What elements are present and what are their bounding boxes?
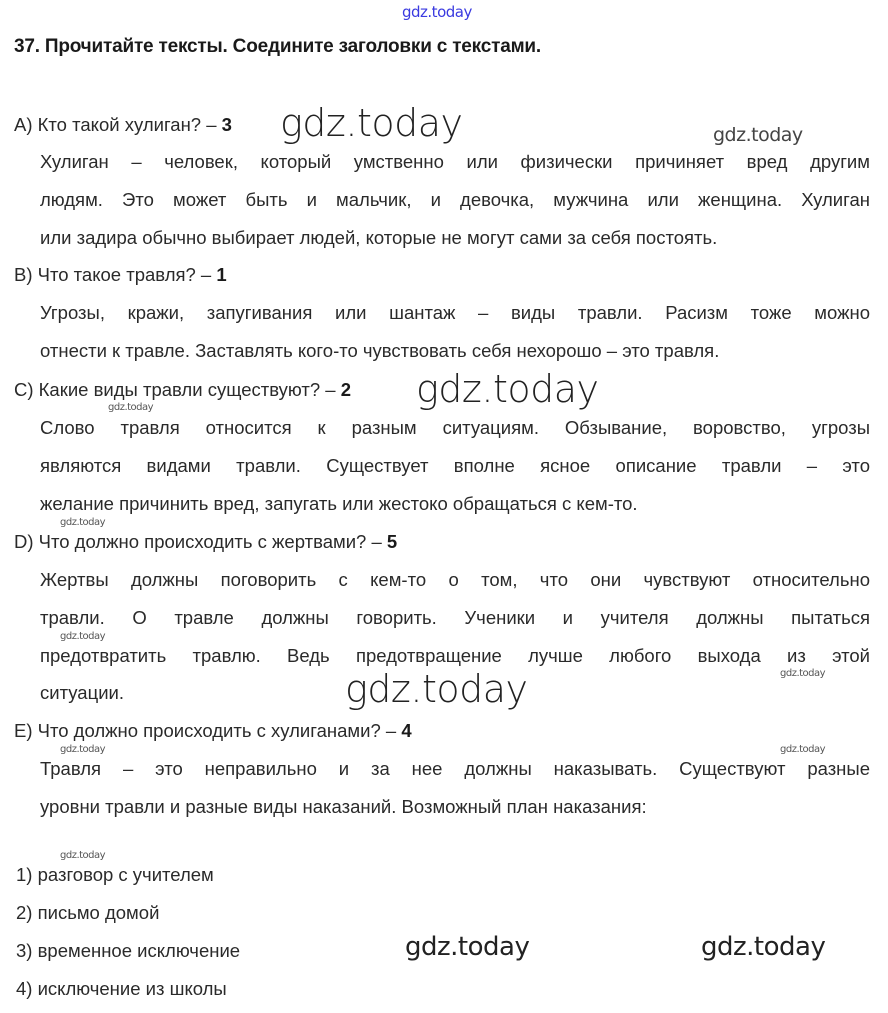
plan-item: 3) временное исключение <box>16 940 241 961</box>
text-line: уровни травли и разные виды наказаний. Возможный план наказания: <box>40 796 647 817</box>
watermark: gdz.today <box>780 668 826 679</box>
text-line: отнести к травле. Заставлять кого-то чувствовать себя нехорошо – это травля. <box>40 340 720 361</box>
watermark: gdz.today <box>416 367 599 411</box>
answer: 1 <box>216 264 227 285</box>
text-line: ситуации. <box>40 682 124 703</box>
watermark: gdz.today <box>780 744 826 755</box>
watermark: gdz.today <box>402 3 472 21</box>
question-a <box>14 113 232 137</box>
plan-item: 1) разговор с учителем <box>16 864 214 885</box>
watermark: gdz.today <box>108 402 154 413</box>
answer: 3 <box>221 114 232 135</box>
text-line: травли. О травле должны говорить. Ученики и учителя должны пытаться <box>40 607 870 628</box>
question-text: E) Что должно происходить с хулиганами? – <box>14 720 402 741</box>
answer: 5 <box>386 531 398 552</box>
answer: 2 <box>340 379 351 400</box>
text-line: Слово травля относится к разным ситуациям. Обзывание, воровство, угрозы <box>40 417 870 438</box>
plan-item: 2) письмо домой <box>16 902 160 923</box>
question-text: D) Что должно происходить с жертвами? – <box>14 531 387 552</box>
question-text: B) Что такое травля? – <box>14 264 217 285</box>
question-b <box>14 263 227 287</box>
watermark: gdz.today <box>280 101 463 145</box>
watermark: gdz.today <box>60 850 106 861</box>
answer: 4 <box>401 720 412 741</box>
page-title: 37. Прочитайте тексты. Соедините заголовки с текстами. <box>14 36 541 57</box>
text-line: или задира обычно выбирает людей, которые не могут сами за себя постоять. <box>40 227 718 248</box>
question-e <box>14 719 412 743</box>
text-line: предотвратить травлю. Ведь предотвращение лучше любого выхода из этой <box>40 645 870 666</box>
question-d <box>14 530 397 554</box>
text-line: Угрозы, кражи, запугивания или шантаж – виды травли. Расизм тоже можно <box>40 302 870 323</box>
question-c <box>14 378 351 402</box>
watermark: gdz.today <box>60 744 106 755</box>
question-text: C) Какие виды травли существуют? – <box>14 379 341 400</box>
watermark: gdz.today <box>345 667 528 711</box>
text-line: Хулиган – человек, который умственно или физически причиняет вред другим <box>40 151 870 172</box>
question-text: A) Кто такой хулиган? – <box>14 114 222 135</box>
watermark: gdz.today <box>405 932 530 962</box>
plan-item: 4) исключение из школы <box>16 978 227 999</box>
watermark: gdz.today <box>701 932 826 962</box>
watermark: gdz.today <box>60 631 106 642</box>
text-line: Жертвы должны поговорить с кем-то о том, что они чувствуют относительно <box>40 569 870 590</box>
text-line: Травля – это неправильно и за нее должны наказывать. Существуют разные <box>40 758 870 779</box>
watermark: gdz.today <box>713 124 803 146</box>
text-line: являются видами травли. Существует вполне ясное описание травли – это <box>40 455 870 476</box>
text-line: людям. Это может быть и мальчик, и девочка, мужчина или женщина. Хулиган <box>40 189 870 210</box>
text-line: желание причинить вред, запугать или жестоко обращаться с кем-то. <box>40 493 638 514</box>
watermark: gdz.today <box>60 517 106 528</box>
